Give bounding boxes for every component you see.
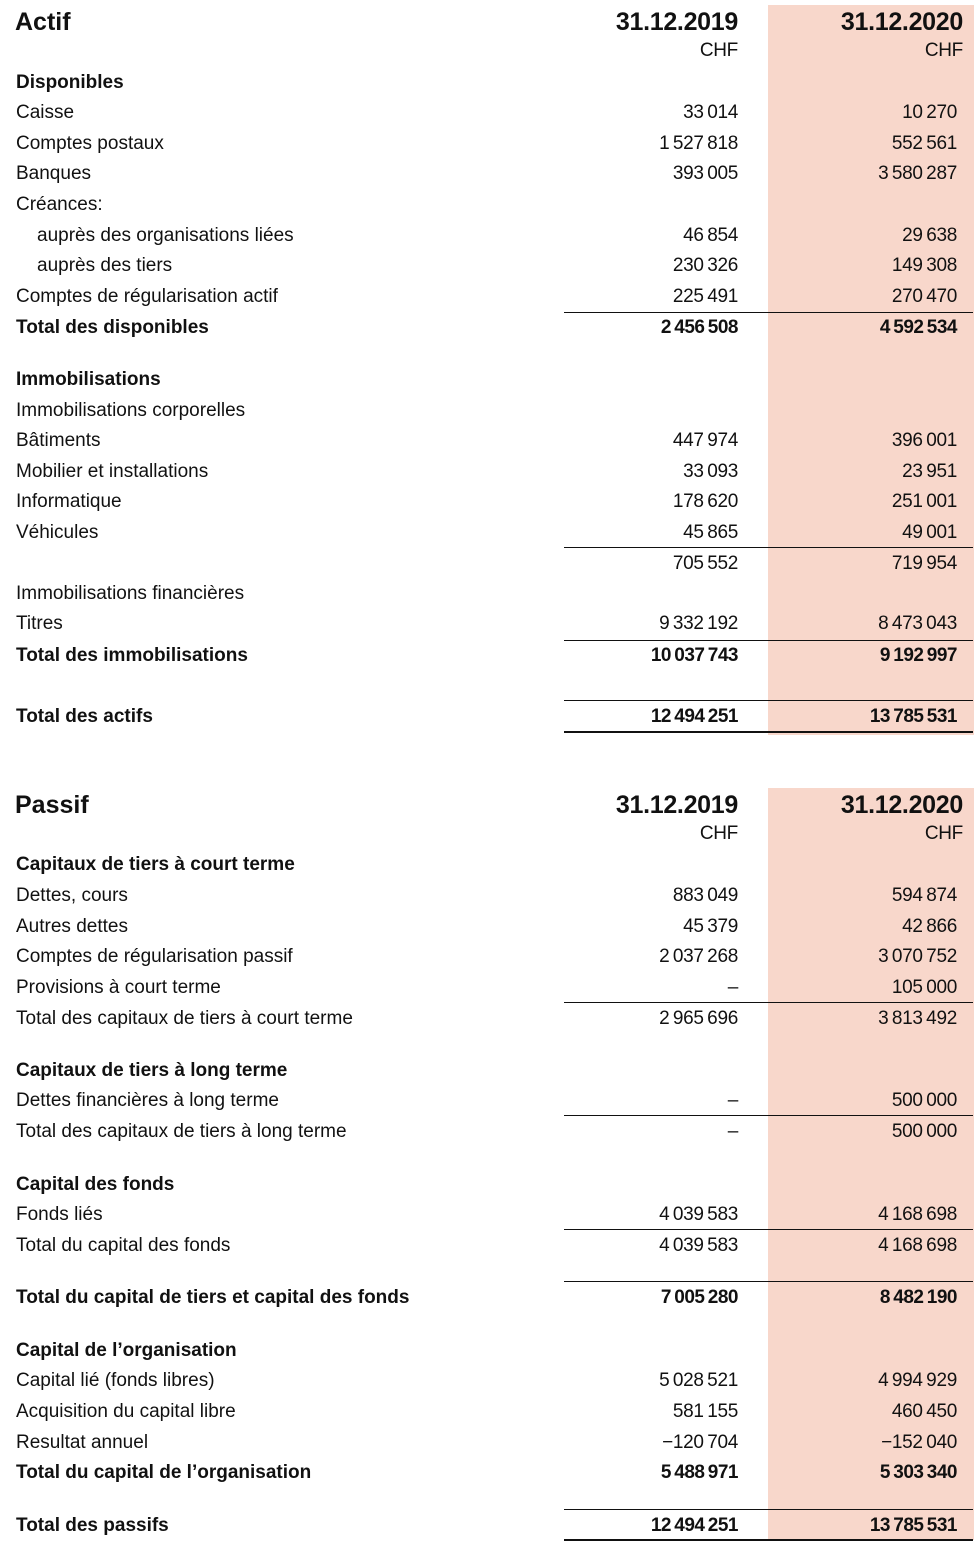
passif-currency-row: [0, 822, 980, 846]
double-underline: [768, 1539, 973, 1541]
table-row: Comptes de régularisation passif 2 037 268 3 070 752: [16, 946, 957, 967]
table-row: Véhicules 45 865 49 001: [16, 522, 957, 543]
section-heading: Capital des fonds: [16, 1174, 175, 1195]
table-row: Banques 393 005 3 580 287: [16, 163, 957, 184]
divider: [564, 1281, 768, 1282]
table-row: Mobilier et installations 33 093 23 951: [16, 461, 957, 482]
divider: [564, 1509, 768, 1510]
divider: [564, 547, 768, 548]
double-underline: [564, 731, 768, 733]
total-row: Total du capital des fonds 4 039 583 4 168 698: [16, 1235, 957, 1256]
table-row: Autres dettes 45 379 42 866: [16, 916, 957, 937]
divider: [768, 1509, 973, 1510]
actif-col-2019-date: 31.12.2019: [615, 8, 738, 36]
total-row: Total du capital de tiers et capital des fonds 7 005 280 8 482 190: [16, 1287, 957, 1308]
divider: [564, 1229, 768, 1230]
total-row: Total des capitaux de tiers à long terme – 500 000: [16, 1121, 957, 1142]
table-row: Resultat annuel −120 704 −152 040: [16, 1432, 957, 1453]
table-row: Créances:: [16, 194, 103, 215]
actif-currency-row: [0, 39, 980, 63]
divider: [768, 640, 973, 641]
divider: [564, 1115, 768, 1116]
table-row: Acquisition du capital libre 581 155 460 450: [16, 1401, 957, 1422]
double-underline: [564, 1539, 768, 1541]
passif-currency-2019: CHF: [699, 823, 738, 844]
table-row: Informatique 178 620 251 001: [16, 491, 957, 512]
actif-currency-2020: CHF: [924, 40, 963, 61]
actif-title: Actif: [15, 8, 71, 36]
table-row: auprès des tiers 230 326 149 308: [37, 255, 957, 276]
table-row: Dettes, cours 883 049 594 874: [16, 885, 957, 906]
table-row: Comptes de régularisation actif 225 491 270 470: [16, 286, 957, 307]
table-row: Capital lié (fonds libres) 5 028 521 4 994 929: [16, 1370, 957, 1391]
actif-col-2020-date: 31.12.2020: [840, 8, 963, 36]
table-row: Fonds liés 4 039 583 4 168 698: [16, 1204, 957, 1225]
grand-total-row: Total des passifs 12 494 251 13 785 531: [16, 1515, 957, 1536]
divider: [768, 700, 973, 701]
table-row: Bâtiments 447 974 396 001: [16, 430, 957, 451]
divider: [768, 547, 973, 548]
table-row: Titres 9 332 192 8 473 043: [16, 613, 957, 634]
divider: [768, 1281, 973, 1282]
table-row: Provisions à court terme – 105 000: [16, 977, 957, 998]
total-row: Total du capital de l’organisation 5 488 971 5 303 340: [16, 1462, 957, 1483]
section-heading: Capitaux de tiers à long terme: [16, 1060, 288, 1081]
table-row: Caisse 33 014 10 270: [16, 102, 957, 123]
grand-total-row: Total des actifs 12 494 251 13 785 531: [16, 706, 957, 727]
table-row: auprès des organisations liées 46 854 29 638: [37, 225, 957, 246]
divider: [564, 640, 768, 641]
subtotal-row: 705 552 719 954: [672, 553, 957, 574]
passif-col-2019-date: 31.12.2019: [615, 791, 738, 819]
table-row: Comptes postaux 1 527 818 552 561: [16, 133, 957, 154]
divider: [768, 1115, 973, 1116]
subsection-label: Immobilisations corporelles: [16, 400, 246, 421]
section-heading: Disponibles: [16, 72, 124, 93]
subsection-label: Immobilisations financières: [16, 583, 245, 604]
total-row: Total des disponibles 2 456 508 4 592 534: [16, 317, 957, 338]
passif-currency-2020: CHF: [924, 823, 963, 844]
section-heading: Capitaux de tiers à court terme: [16, 854, 295, 875]
passif-heading-row: [0, 790, 980, 820]
actif-currency-2019: CHF: [699, 40, 738, 61]
divider: [564, 700, 768, 701]
passif-col-2020-date: 31.12.2020: [840, 791, 963, 819]
divider: [564, 1002, 768, 1003]
divider: [768, 312, 973, 313]
divider: [768, 1229, 973, 1230]
actif-heading-row: [0, 7, 980, 37]
table-row: Dettes financières à long terme – 500 000: [16, 1090, 957, 1111]
passif-title: Passif: [15, 791, 89, 819]
total-row: Total des capitaux de tiers à court terme 2 965 696 3 813 492: [16, 1008, 957, 1029]
divider: [768, 1002, 973, 1003]
section-heading: Immobilisations: [16, 369, 161, 390]
section-heading: Capital de l’organisation: [16, 1340, 237, 1361]
total-row: Total des immobilisations 10 037 743 9 192 997: [16, 645, 957, 666]
double-underline: [768, 731, 973, 733]
divider: [564, 312, 768, 313]
